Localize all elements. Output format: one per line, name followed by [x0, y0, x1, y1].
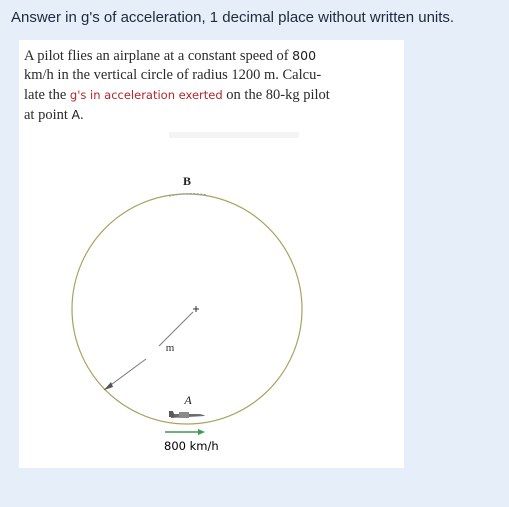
loop-circle	[72, 194, 302, 424]
point-a-label: A	[184, 393, 192, 407]
problem-line-1-text: A pilot flies an airplane at a constant speed of	[24, 48, 293, 64]
problem-line-2: km/h in the vertical circle of radius 1200 m. Calcu-	[24, 67, 322, 84]
velocity-arrow-head	[198, 429, 205, 435]
highlighted-quantity: g's in acceleration exerted	[69, 87, 223, 102]
scan-artifact	[169, 132, 299, 138]
problem-line-4-pre: at point	[24, 106, 72, 123]
radius-line-upper	[159, 312, 193, 346]
speed-value: 800	[292, 48, 317, 63]
point-b-label: B	[182, 174, 192, 188]
question-instruction: Answer in g's of acceleration, 1 decimal place without written units.	[11, 9, 455, 26]
airplane-icon	[169, 411, 205, 418]
velocity-label: 800 km/h	[164, 439, 219, 453]
point-reference: A.	[71, 106, 84, 122]
radius-unit-label: m	[165, 342, 175, 354]
vertical-circle-diagram	[19, 40, 404, 468]
problem-line-3-post: on the 80-kg pilot	[222, 86, 330, 103]
problem-card	[19, 40, 404, 468]
problem-line-3-pre: late the	[24, 86, 70, 103]
radius-arrowhead	[104, 382, 113, 390]
